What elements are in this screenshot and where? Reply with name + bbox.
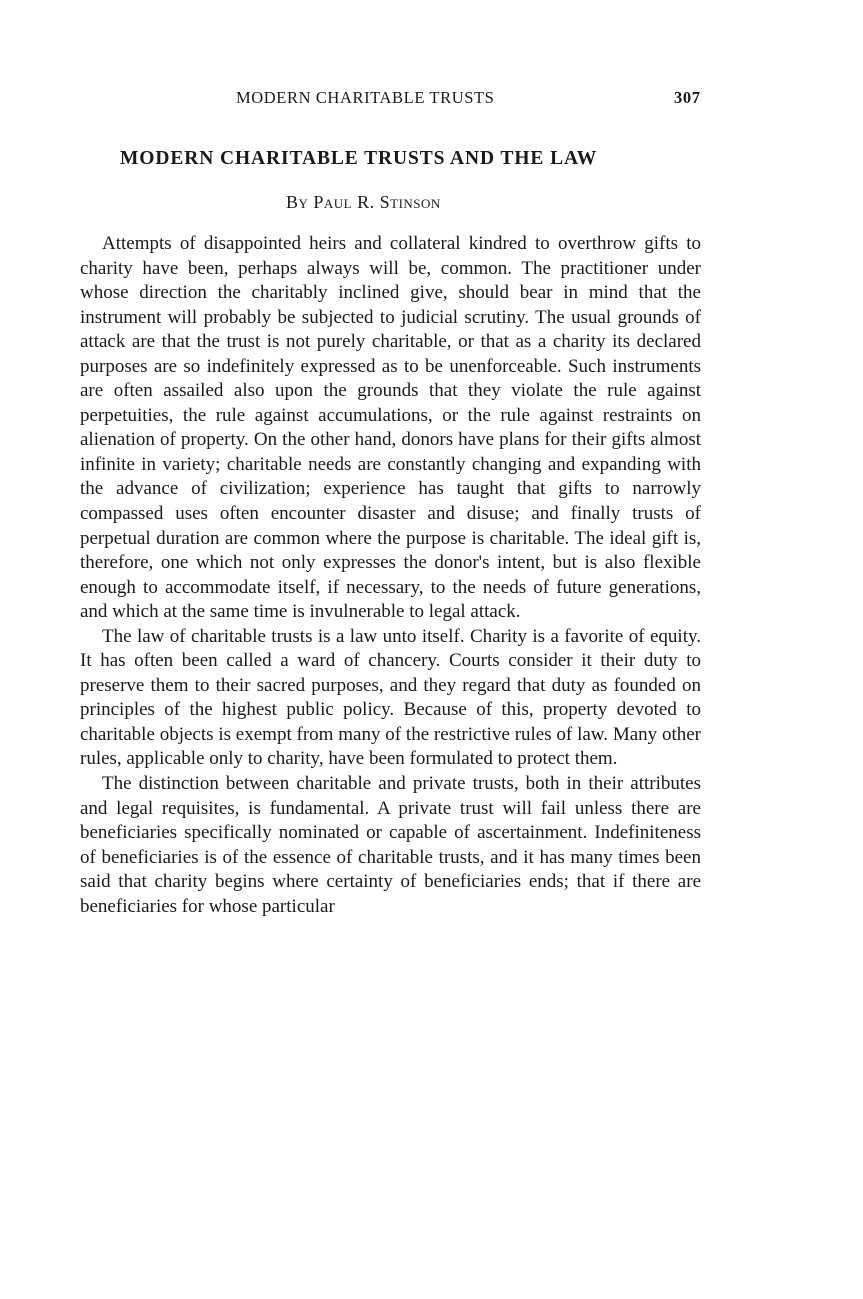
running-title: MODERN CHARITABLE TRUSTS xyxy=(236,88,495,107)
body-paragraph-2: The law of charitable trusts is a law unto itself. Charity is a favorite of equity. It has often been called a ward of chancery. Courts consider it their duty to preserve them to their sacred purposes, and they regard that duty as founded on principles of the highest public policy. Because of this, property devoted to charitable objects is exempt from many of the restrictive rules of law. Many other rules, applicable only to charity, have been formulated to protect them. xyxy=(80,625,701,770)
body-paragraph-3: The distinction between charitable and private trusts, both in their attributes and legal requisites, is fundamental. A private trust will fail unless there are beneficiaries specifically nominated or capable of ascertainment. Indefiniteness of beneficiaries is of the essence of charitable trusts, and it has many times been said that charity begins where certainty of beneficiaries ends; that if there are beneficiaries for whose particular xyxy=(80,773,701,917)
article-body xyxy=(80,232,701,919)
author-byline: By Paul R. Stinson xyxy=(286,192,441,212)
body-paragraph-1: Attempts of disappointed heirs and collateral kindred to overthrow gifts to charity have been, perhaps always will be, common. The practitioner under whose direction the charitably inclined give, should bear in mind that the instrument will probably be subjected to judicial scrutiny. The usual grounds of attack are that the trust is not purely charitable, or that as a charity its declared purposes are so indefinitely expressed as to be unenforceable. Such instruments are often assailed also upon the grounds that they violate the rule against perpetuities, the rule against accumulations, or the rule against restraints on alienation of property. On the other hand, donors have plans for their gifts almost infinite in variety; charitable needs are constantly changing and expanding with the advance of civilization; experience has taught that gifts to narrowly compassed uses often encounter disaster and disuse; and finally trusts of perpetual duration are common where the purpose is charitable. The ideal gift is, therefore, one which not only expresses the donor's intent, but is also flexible enough to accommodate itself, if necessary, to the needs of future generations, and which at the same time is invulnerable to legal attack. xyxy=(80,233,701,623)
page-number: 307 xyxy=(674,88,701,107)
running-header xyxy=(0,88,863,112)
article-title: MODERN CHARITABLE TRUSTS AND THE LAW xyxy=(120,148,598,169)
